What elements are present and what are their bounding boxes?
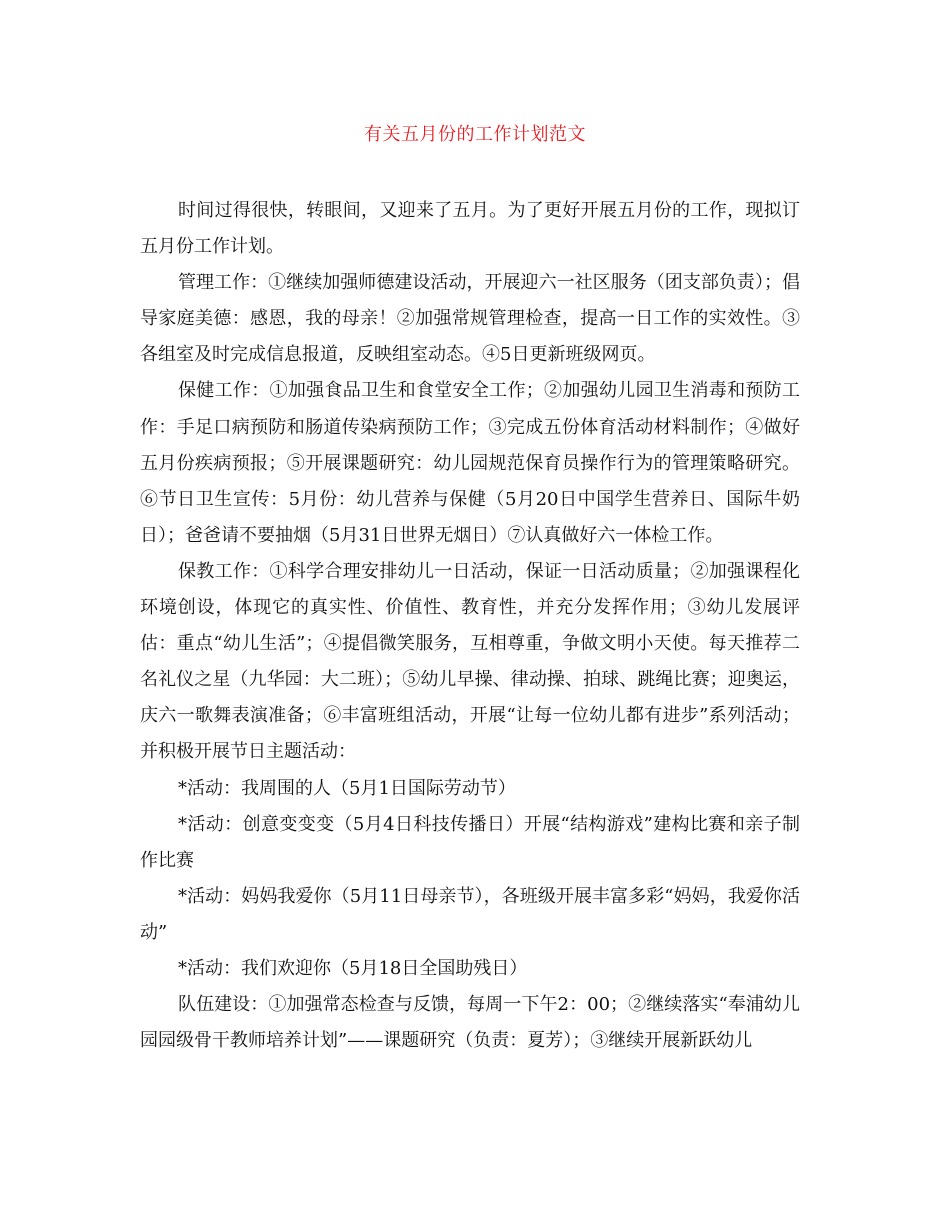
paragraph-management: 管理工作：①继续加强师德建设活动，开展迎六一社区服务（团支部负责）；倡导家庭美德：感恩，我的母亲！②加强常规管理检查，提高一日工作的实效性。③各组室及时完成信息报道，反映组室动态。④5日更新班级网页。 — [140, 272, 800, 366]
paragraph-health: 保健工作：①加强食品卫生和食堂安全工作；②加强幼儿园卫生消毒和预防工作：手足口病预防和肠道传染病预防工作；③完成五份体育活动材料制作；④做好五月份疾病预报；⑤开展课题研究：幼儿园规范保育员操作行为的管理策略研究。⑥节日卫生宣传：5月份：幼儿营养与保健（5月20日中国学生营养日、国际牛奶日）；爸爸请不要抽烟（5月31日世界无烟日）⑦认真做好六一体检工作。 — [140, 380, 800, 546]
activity-item-2: *活动：创意变变变（5月4日科技传播日）开展“结构游戏”建构比赛和亲子制作比赛 — [140, 813, 800, 871]
paragraph-education: 保教工作：①科学合理安排幼儿一日活动，保证一日活动质量；②加强课程化环境创设，体现它的真实性、价值性、教育性，并充分发挥作用；③幼儿发展评估：重点“幼儿生活”；④提倡微笑服务，互相尊重，争做文明小天使。每天推荐二名礼仪之星（九华园：大二班）；⑤幼儿早操、律动操、拍球、跳绳比赛；迎奥运，庆六一歌舞表演准备；⑥丰富班组活动，开展“让每一位幼儿都有进步”系列活动；并积极开展节日主题活动： — [140, 560, 800, 763]
activity-item-3: *活动：妈妈我爱你（5月11日母亲节），各班级开展丰富多彩“妈妈，我爱你活动” — [140, 885, 800, 943]
activity-item-4: *活动：我们欢迎你（5月18日全国助残日） — [178, 957, 528, 979]
paragraph-team: 队伍建设：①加强常态检查与反馈，每周一下午2：00；②继续落实“奉浦幼儿园园级骨干教师培养计划”——课题研究（负责：夏芳）；③继续开展新跃幼儿 — [140, 994, 800, 1052]
paragraph-intro: 时间过得很快，转眼间，又迎来了五月。为了更好开展五月份的工作，现拟订五月份工作计划。 — [140, 200, 800, 258]
page-title: 有关五月份的工作计划范文 — [364, 124, 586, 145]
activity-item-1: *活动：我周围的人（5月1日国际劳动节） — [178, 777, 516, 799]
document-body — [140, 193, 800, 1059]
